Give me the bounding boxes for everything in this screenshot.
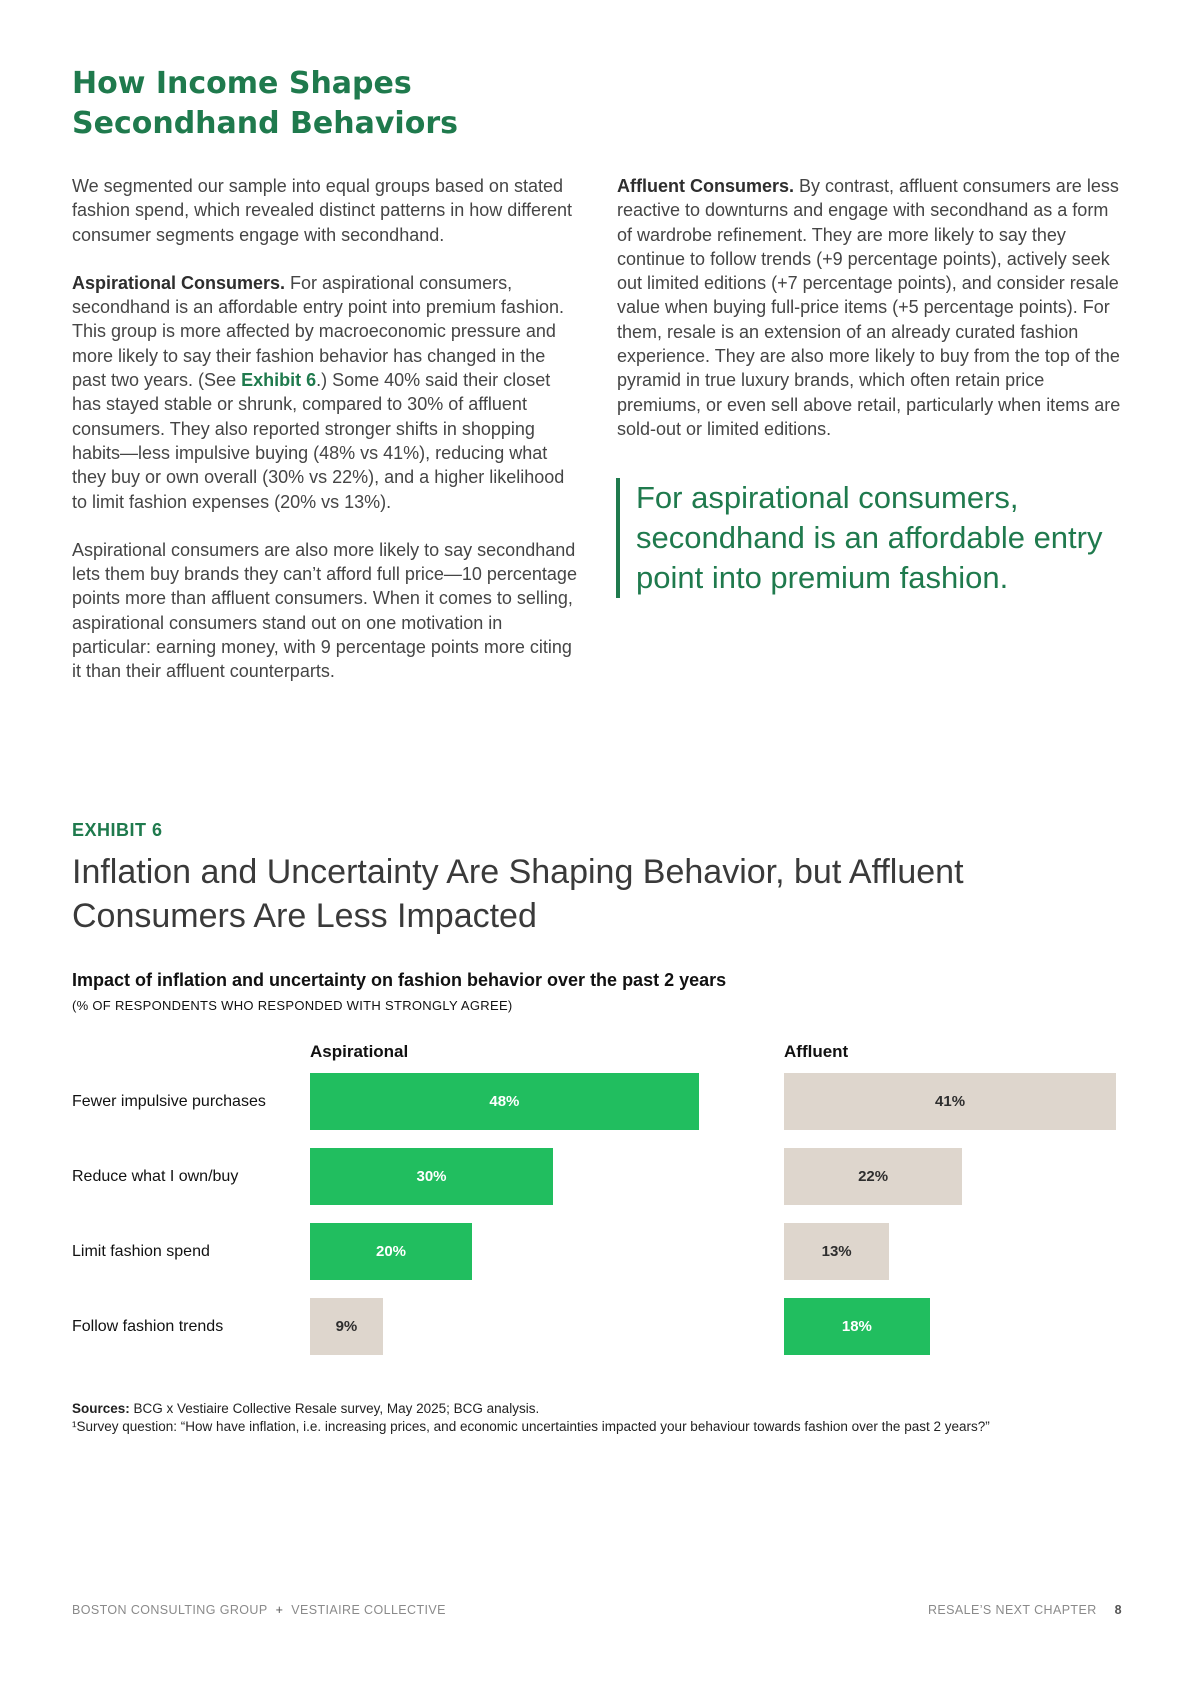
- panel-label-aspirational: Aspirational: [310, 1042, 409, 1061]
- category-label: Fewer impulsive purchases: [72, 1092, 266, 1110]
- aspirational-text-a: For aspirational consumers, secondhand is an affordable entry point into premium fashion. This group is more affected by macroeconomic pressure and more likely to say their fashion behavior has changed in the past two years. (See: [72, 272, 564, 391]
- aspirational-paragraph-2: Aspirational consumers are also more likely to say secondhand lets them buy brands they can’t afford full price—10 percentage points more than affluent consumers. When it comes to selling, aspirational consumers stand out on one motivation in particular: earning money, with 9 percentage points more citing it than their affluent counterparts.: [72, 539, 577, 682]
- exhibit-title: Inflation and Uncertainty Are Shaping Behavior, but Affluent Consumers Are Less Impacted: [72, 853, 964, 935]
- bar-aspirational: [310, 1148, 553, 1205]
- panel-label-affluent: Affluent: [784, 1042, 849, 1061]
- intro-paragraph: We segmented our sample into equal groups based on stated fashion spend, which revealed distinct patterns in how different consumer segments engage with secondhand.: [72, 176, 572, 245]
- footer-org-vestiaire: VESTIAIRE COLLECTIVE: [291, 1603, 446, 1617]
- category-label: Reduce what I own/buy: [72, 1167, 239, 1185]
- exhibit-label: EXHIBIT 6: [72, 820, 163, 840]
- bar-value-label: 41%: [935, 1093, 966, 1110]
- pull-quote: For aspirational consumers, secondhand is an affordable entry point into premium fashion.: [616, 478, 1136, 598]
- bar-affluent: [784, 1073, 1116, 1130]
- footer-organizations: [72, 1603, 446, 1617]
- aspirational-paragraph: [72, 271, 582, 514]
- footer-report-title: RESALE’S NEXT CHAPTER: [928, 1603, 1097, 1617]
- bar-affluent: [784, 1148, 962, 1205]
- bar-value-label: 22%: [858, 1168, 889, 1185]
- sources-text: BCG x Vestiaire Collective Resale survey, May 2025; BCG analysis.: [129, 1401, 540, 1416]
- bar-aspirational: [310, 1298, 383, 1355]
- bar-aspirational: [310, 1073, 699, 1130]
- affluent-text: By contrast, affluent consumers are less reactive to downturns and engage with secondhand as a form of wardrobe refinement. They are more likely to say they continue to follow trends (+9 percentage points), actively seek out limited editions (+7 percentage points), and consider resale value when buying full-price items (+5 percentage points). For them, resale is an extension of an already curated fashion experience. They are also more likely to buy from the top of the pyramid in true luxury brands, which often retain price premiums, or even sell above retail, particularly when items are sold-out or limited editions.: [617, 176, 1121, 439]
- sources-line: [72, 1400, 1132, 1418]
- bar-value-label: 48%: [489, 1093, 520, 1110]
- aspirational-lead: Aspirational Consumers.: [72, 272, 286, 293]
- category-label: Follow fashion trends: [72, 1317, 224, 1335]
- sources-label: Sources:: [72, 1401, 130, 1416]
- bar-value-label: 20%: [375, 1243, 407, 1260]
- bar-value-label: 18%: [841, 1318, 872, 1335]
- footer-org-bcg: BOSTON CONSULTING GROUP: [72, 1603, 268, 1617]
- bar-affluent: [784, 1298, 930, 1355]
- sources: [72, 1400, 1132, 1436]
- aspirational-text-b: .) Some 40% said their closet has stayed stable or shrunk, compared to 30% of affluent consumers. They also reported stronger shifts in shopping habits—less impulsive buying (48% vs 41%), reducing what they buy or own overall (30% vs 22%), and a higher likelihood to limit fashion expenses (20% vs 13%).: [72, 370, 565, 512]
- footer-report: [928, 1603, 1122, 1617]
- affluent-paragraph: [617, 174, 1127, 441]
- left-column: [72, 174, 582, 708]
- survey-footnote: ¹Survey question: “How have inflation, i.e. increasing prices, and economic uncertainties impacted your behaviour towards fashion over the past 2 years?”: [72, 1419, 990, 1434]
- chart-title: Impact of inflation and uncertainty on fashion behavior over the past 2 years: [72, 970, 727, 990]
- title-line-1: How Income Shapes: [72, 66, 412, 101]
- category-label: Limit fashion spend: [72, 1242, 210, 1260]
- chart-subtitle: (% OF RESPONDENTS WHO RESPONDED WITH STRONGLY AGREE): [72, 998, 513, 1013]
- page-number: 8: [1114, 1603, 1122, 1617]
- page-title: [72, 64, 458, 144]
- title-line-2: Secondhand Behaviors: [72, 106, 458, 141]
- right-column: [617, 174, 1127, 465]
- exhibit-6-link[interactable]: Exhibit 6: [241, 370, 317, 391]
- bar-value-label: 13%: [821, 1243, 852, 1260]
- bar-value-label: 30%: [416, 1168, 447, 1185]
- bar-chart: [0, 1040, 1190, 1360]
- footer-plus: +: [275, 1603, 284, 1617]
- bar-affluent: [784, 1223, 889, 1280]
- bar-aspirational: [310, 1223, 472, 1280]
- bar-value-label: 9%: [335, 1318, 358, 1335]
- affluent-lead: Affluent Consumers.: [617, 176, 795, 196]
